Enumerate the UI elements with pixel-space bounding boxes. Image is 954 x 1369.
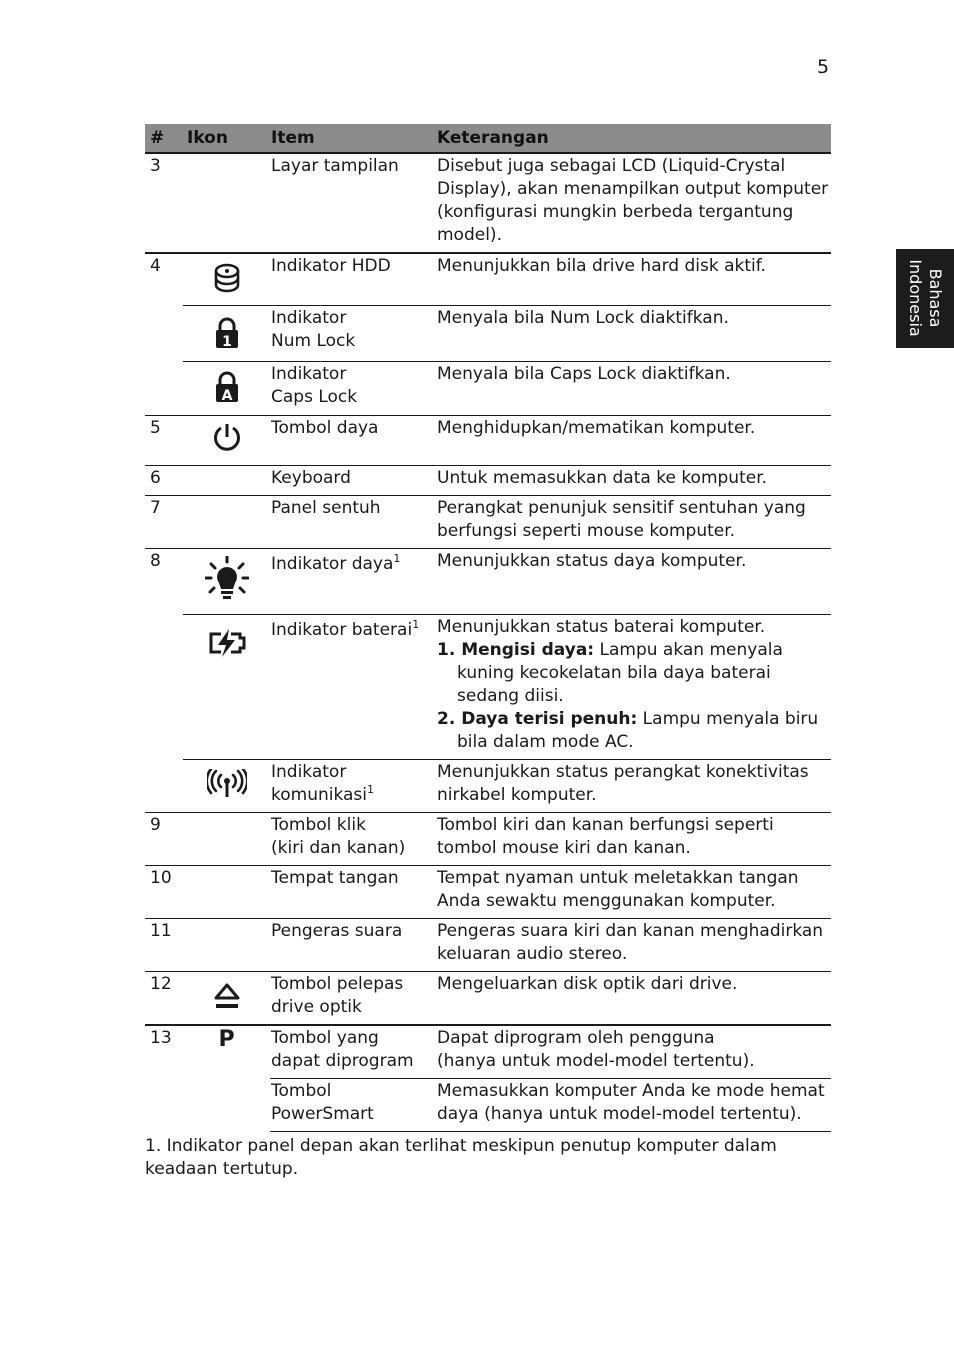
row-item-line1: Indikator (271, 308, 347, 328)
row-description-line1: Dapat diprogram oleh pengguna (437, 1028, 715, 1048)
list-item (437, 708, 831, 754)
table-row (145, 153, 831, 253)
row-description: Untuk memasukkan data ke komputer. (436, 466, 831, 496)
footnote-ref: 1 (412, 618, 420, 631)
row-item-line1: Tombol yang (271, 1028, 379, 1048)
table-row (145, 760, 831, 813)
row-description: Menyala bila Caps Lock diaktifkan. (436, 362, 831, 416)
row-description: Menunjukkan bila drive hard disk aktif. (436, 253, 831, 306)
footnote-ref: 1 (367, 783, 375, 796)
row-description: Menunjukkan status baterai komputer. (437, 617, 766, 637)
row-description: Tombol kiri dan kanan berfungsi seperti tombol mouse kiri dan kanan. (436, 813, 831, 866)
power-indicator-icon (205, 556, 249, 602)
step-label: 2. Daya terisi penuh: (437, 709, 638, 729)
num-lock-icon (214, 317, 240, 349)
row-number: 8 (145, 549, 183, 813)
row-item-line2: (kiri dan kanan) (271, 838, 406, 858)
eject-icon (214, 983, 240, 1011)
row-description: Menghidupkan/mematikan komputer. (436, 416, 831, 466)
row-item-line1: Indikator (271, 364, 347, 384)
svg-text:A: A (221, 388, 232, 403)
row-number: 7 (145, 496, 183, 549)
row-item-line1: Tombol pelepas (271, 974, 404, 994)
row-description: Menunjukkan status daya komputer. (436, 549, 831, 615)
row-description: Menyala bila Num Lock diaktifkan. (436, 306, 831, 362)
table-row (145, 813, 831, 866)
header-num: # (145, 124, 183, 153)
header-desc: Keterangan (436, 124, 831, 153)
row-item: Indikator daya (271, 554, 394, 574)
row-item: Tempat tangan (270, 866, 436, 919)
row-description: Memasukkan komputer Anda ke mode hemat daya (hanya untuk model-model tertentu). (436, 1079, 831, 1132)
table-row (145, 496, 831, 549)
step-label: 1. Mengisi daya: (437, 640, 595, 660)
row-item-line2: drive optik (271, 997, 362, 1017)
table-header-row (145, 124, 831, 153)
language-tab-line1: Bahasa (926, 268, 945, 328)
power-button-icon (211, 421, 243, 453)
row-description: Pengeras suara kiri dan kanan menghadirkan keluaran audio stereo. (436, 919, 831, 972)
row-item-line2: Num Lock (271, 331, 356, 351)
svg-text:1: 1 (221, 334, 232, 349)
row-description-line2: (hanya untuk model-model tertentu). (437, 1051, 755, 1071)
step-text: Lampu akan menyala kuning kecokelatan bila daya baterai sedang diisi. (457, 640, 783, 706)
table-row (145, 362, 831, 416)
row-item: Pengeras suara (270, 919, 436, 972)
battery-status-list (437, 639, 831, 754)
row-description: Disebut juga sebagai LCD (Liquid-Crystal Display), akan menampilkan output komputer (konfigurasi mungkin berbeda tergantung model). (437, 156, 829, 245)
row-item-line2: dapat diprogram (271, 1051, 414, 1071)
row-number: 9 (145, 813, 183, 866)
row-number: 11 (145, 919, 183, 972)
row-number: 10 (145, 866, 183, 919)
header-icon: Ikon (183, 124, 270, 153)
row-description: Tempat nyaman untuk meletakkan tangan Anda sewaktu menggunakan komputer. (436, 866, 831, 919)
row-item-line1: Tombol (271, 1081, 332, 1101)
footnote: 1. Indikator panel depan akan terlihat meskipun penutup komputer dalam keadaan tertutup. (145, 1136, 777, 1179)
row-item-line1: Indikator (271, 762, 347, 782)
wireless-indicator-icon (207, 769, 247, 799)
table-row (145, 549, 831, 615)
table-row (145, 615, 831, 760)
table-row (145, 466, 831, 496)
table-row (145, 919, 831, 972)
row-item-line1: Tombol klik (271, 815, 366, 835)
page-number: 5 (817, 56, 830, 78)
row-item: Indikator baterai (271, 620, 413, 640)
table-row (145, 253, 831, 306)
list-item (437, 639, 831, 708)
row-item: Indikator HDD (270, 253, 436, 306)
row-number: 5 (145, 416, 183, 466)
row-item: Layar tampilan (271, 156, 399, 176)
row-item-line2: komunikasi (271, 785, 368, 805)
table-row (145, 306, 831, 362)
row-item-line2: Caps Lock (271, 387, 358, 407)
row-number: 4 (145, 253, 183, 416)
row-description: Perangkat penunjuk sensitif sentuhan yang berfungsi seperti mouse komputer. (436, 496, 831, 549)
battery-indicator-icon (207, 628, 247, 658)
programmable-key-icon: P (218, 1027, 235, 1052)
row-item: Tombol daya (270, 416, 436, 466)
footnote-ref: 1 (393, 552, 401, 565)
row-description: Mengeluarkan disk optik dari drive. (436, 972, 831, 1026)
table-row (145, 416, 831, 466)
table-row (145, 866, 831, 919)
component-table (145, 124, 831, 1132)
row-number: 12 (145, 972, 183, 1026)
language-tab (896, 249, 954, 348)
row-item: Keyboard (270, 466, 436, 496)
table-row (145, 972, 831, 1026)
step-text: Lampu menyala biru bila dalam mode AC. (457, 709, 819, 752)
row-number: 3 (150, 156, 161, 176)
row-number: 13 (145, 1025, 183, 1132)
caps-lock-icon (214, 371, 240, 403)
row-item-line2: PowerSmart (271, 1104, 374, 1124)
header-item: Item (270, 124, 436, 153)
row-description: Menunjukkan status perangkat konektivitas nirkabel komputer. (436, 760, 831, 813)
row-number: 6 (145, 466, 183, 496)
table-row (145, 1025, 831, 1079)
hdd-icon (213, 263, 241, 293)
row-item: Panel sentuh (270, 496, 436, 549)
language-tab-line2: Indonesia (906, 259, 925, 337)
